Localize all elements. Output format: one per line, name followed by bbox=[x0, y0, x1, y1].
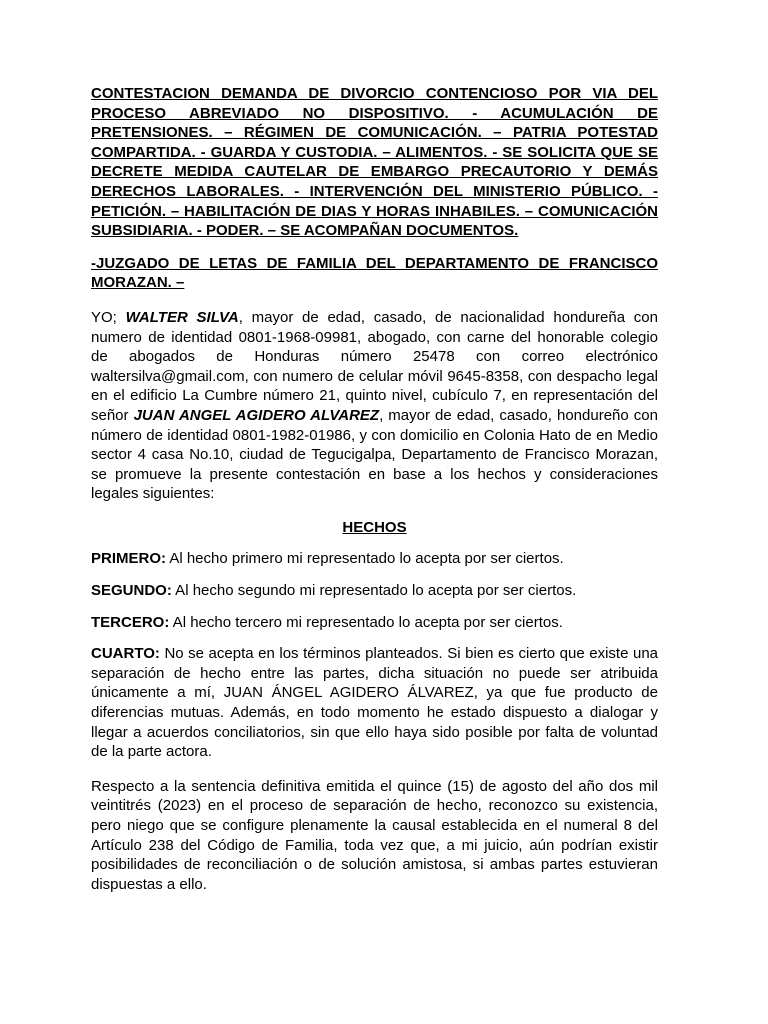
intro-text-1: YO; bbox=[91, 308, 126, 326]
section-heading-hechos: HECHOS bbox=[342, 518, 407, 536]
intro-paragraph bbox=[91, 308, 658, 504]
court-heading: -JUZGADO DE LETAS DE FAMILIA DEL DEPARTAMENTO DE FRANCISCO MORAZAN. – bbox=[91, 254, 658, 292]
intro-text-2: , mayor de edad, casado, de nacionalidad hondureña con numero de identidad 0801-1968-09981, abogado, con carne del honorable colegio de abogados de Honduras número 25478 con correo electrónico waltersilva@gmail.com, con numero de celular móvil 9645-8358, con despacho legal en el edificio La Cumbre número 21, quinto nivel, cubículo 7, en representación del señor bbox=[91, 308, 658, 424]
fact-paragraph-primero bbox=[91, 549, 658, 569]
fact-paragraph-tercero bbox=[91, 613, 658, 633]
fact-paragraph-segundo bbox=[91, 581, 658, 601]
closing-paragraph: Respecto a la sentencia definitiva emitida el quince (15) de agosto del año dos mil veintitrés (2023) en el proceso de separación de hecho, reconozco su existencia, pero niego que se configure plenamente la causal establecida en el numeral 8 del Artículo 238 del Código de Familia, toda vez que, a mi juicio, aún podrían existir posibilidades de reconciliación o de solución amistosa, si ambas partes estuvieran dispuestas a ello. bbox=[91, 777, 658, 893]
fact-label: TERCERO: bbox=[91, 613, 170, 631]
fact-text: Al hecho tercero mi representado lo acepta por ser ciertos. bbox=[169, 613, 563, 631]
fact-label: SEGUNDO: bbox=[91, 582, 172, 600]
attorney-name: WALTER SILVA bbox=[125, 308, 239, 326]
fact-text: Al hecho segundo mi representado lo acepta por ser ciertos. bbox=[171, 582, 577, 600]
fact-label: CUARTO: bbox=[91, 645, 160, 663]
fact-label: PRIMERO: bbox=[91, 550, 166, 568]
document-title: CONTESTACION DEMANDA DE DIVORCIO CONTENCIOSO POR VIA DEL PROCESO ABREVIADO NO DISPOSITIVO. - ACUMULACIÓN DE PRETENSIONES. – RÉGIMEN DE COMUNICACIÓN. – PATRIA POTESTAD COMPARTIDA. - GUARDA Y CUSTODIA. – ALIMENTOS. - SE SOLICITA QUE SE DECRETE MEDIDA CAUTELAR DE EMBARGO PRECAUTORIO Y DEMÁS DERECHOS LABORALES. - INTERVENCIÓN DEL MINISTERIO PÚBLICO. - PETICIÓN. – HABILITACIÓN DE DIAS Y HORAS INHABILES. – COMUNICACIÓN SUBSIDIARIA. - PODER. – SE ACOMPAÑAN DOCUMENTOS. bbox=[91, 85, 658, 240]
fact-text: Al hecho primero mi representado lo acepta por ser ciertos. bbox=[166, 550, 564, 568]
client-name: JUAN ANGEL AGIDERO ALVAREZ bbox=[133, 406, 380, 424]
fact-paragraph-cuarto bbox=[91, 644, 658, 762]
fact-text: No se acepta en los términos planteados. Si bien es cierto que existe una separación de hecho entre las partes, dicha situación no puede ser atribuida únicamente a mí, JUAN ÁNGEL AGIDERO ÁLVAREZ, ya que fue producto de diferencias mutuas. Además, en todo momento he estado dispuesto a dialogar y llegar a acuerdos conciliatorios, sin que ello haya sido posible por falta de voluntad de la parte actora. bbox=[91, 645, 658, 761]
intro-text-3: , mayor de edad, casado, hondureño con número de identidad 0801-1982-01986, y con domicilio en Colonia Hato de en Medio sector 4 casa No.10, ciudad de Tegucigalpa, Departamento de Francisco Morazan, se promueve la presente contestación en base a los hechos y consideraciones legales siguientes: bbox=[91, 406, 658, 503]
